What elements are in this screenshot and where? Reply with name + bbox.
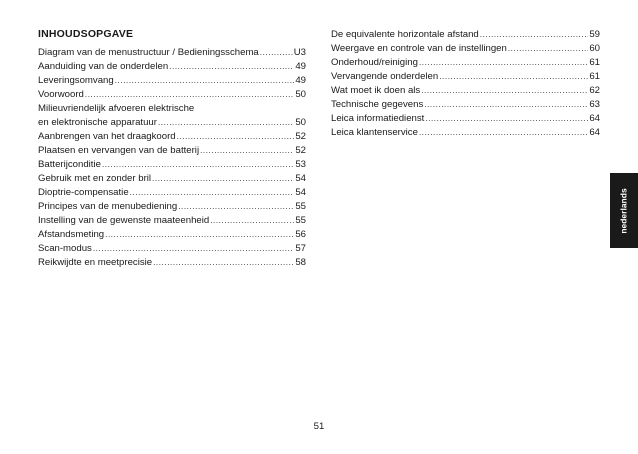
toc-entry-title: Principes van de menubediening	[38, 201, 178, 212]
toc-entry-title: Scan-modus	[38, 243, 92, 254]
toc-entry[interactable]	[331, 28, 600, 42]
toc-entry[interactable]	[38, 200, 306, 214]
toc-entry[interactable]	[38, 88, 306, 102]
toc-entry[interactable]	[38, 158, 306, 172]
toc-entry[interactable]	[38, 46, 306, 60]
toc-entry-title: Batterijconditie	[38, 159, 101, 170]
toc-entry-page: 55	[295, 201, 306, 212]
toc-entry-page: 64	[589, 113, 600, 124]
dot-leader	[85, 88, 294, 102]
dot-leader	[152, 172, 294, 186]
toc-entry-title: Milieuvriendelijk afvoeren elektrische	[38, 103, 195, 114]
toc-entry-title: Wat moet ik doen als	[331, 85, 421, 96]
toc-entry-title: Gebruik met en zonder bril	[38, 173, 152, 184]
toc-entry-title: en elektronische apparatuur	[38, 117, 157, 128]
toc-entry[interactable]	[38, 130, 306, 144]
toc-entry-page: 61	[589, 71, 600, 82]
dot-leader	[210, 214, 294, 228]
toc-entry-title: Aanbrengen van het draagkoord	[38, 131, 176, 142]
toc-entry[interactable]	[38, 242, 306, 256]
dot-leader	[105, 228, 294, 242]
toc-entry-page: 53	[295, 159, 306, 170]
dot-leader	[158, 116, 294, 130]
toc-entry-page: 59	[589, 29, 600, 40]
toc-entry-page: 50	[295, 89, 306, 100]
dot-leader	[425, 112, 588, 126]
toc-right-column	[331, 28, 600, 140]
toc-entry-title: Instelling van de gewenste maateenheid	[38, 215, 210, 226]
toc-entry-page: 50	[295, 117, 306, 128]
toc-entry[interactable]	[331, 126, 600, 140]
page-title: INHOUDSOPGAVE	[38, 28, 134, 40]
toc-entry-title: Leveringsomvang	[38, 75, 114, 86]
dot-leader	[424, 98, 588, 112]
toc-entry[interactable]	[331, 84, 600, 98]
language-tab	[610, 173, 638, 248]
toc-entry[interactable]	[38, 102, 306, 130]
toc-left-column	[38, 46, 306, 270]
toc-entry-page: 64	[589, 127, 600, 138]
toc-entry-title: Technische gegevens	[331, 99, 424, 110]
toc-entry[interactable]	[331, 98, 600, 112]
toc-entry-page: 54	[295, 187, 306, 198]
toc-entry-title: Weergave en controle van de instellingen	[331, 43, 507, 54]
toc-entry-page: 57	[295, 243, 306, 254]
toc-entry-page: 58	[295, 257, 306, 268]
dot-leader	[419, 126, 588, 140]
toc-entry-title: Leica klantenservice	[331, 127, 418, 138]
toc-entry-title: Voorwoord	[38, 89, 84, 100]
toc-entry-page: 55	[295, 215, 306, 226]
toc-entry[interactable]	[38, 186, 306, 200]
toc-entry[interactable]	[331, 42, 600, 56]
dot-leader	[93, 242, 294, 256]
toc-entry[interactable]	[38, 60, 306, 74]
toc-entry-page: 54	[295, 173, 306, 184]
toc-entry[interactable]	[331, 70, 600, 84]
toc-entry-page: 49	[295, 61, 306, 72]
dot-leader	[153, 256, 294, 270]
toc-entry-page: 62	[589, 85, 600, 96]
dot-leader	[115, 74, 295, 88]
dot-leader	[177, 130, 295, 144]
dot-leader	[260, 46, 293, 60]
language-tab-label: nederlands	[619, 187, 630, 234]
toc-entry-title: Dioptrie-compensatie	[38, 187, 129, 198]
dot-leader	[439, 70, 588, 84]
toc-entry-title: Diagram van de menustructuur / Bedieningsschema	[38, 47, 259, 58]
toc-entry-title: Afstandsmeting	[38, 229, 105, 240]
dot-leader	[419, 56, 588, 70]
dot-leader	[200, 144, 294, 158]
toc-entry-title: De equivalente horizontale afstand	[331, 29, 479, 40]
dot-leader	[178, 200, 294, 214]
dot-leader	[508, 42, 589, 56]
toc-entry-title: Leica informatiedienst	[331, 113, 425, 124]
toc-entry[interactable]	[38, 172, 306, 186]
toc-entry-title: Aanduiding van de onderdelen	[38, 61, 169, 72]
toc-entry-page: 52	[295, 131, 306, 142]
toc-entry[interactable]	[331, 56, 600, 70]
toc-entry-title: Onderhoud/reiniging	[331, 57, 418, 68]
toc-entry-title: Plaatsen en vervangen van de batterij	[38, 145, 200, 156]
toc-entry-page: 52	[295, 145, 306, 156]
toc-entry[interactable]	[38, 74, 306, 88]
toc-entry[interactable]	[38, 256, 306, 270]
toc-entry-page: 60	[589, 43, 600, 54]
dot-leader	[169, 60, 294, 74]
dot-leader	[480, 28, 589, 42]
dot-leader	[102, 158, 294, 172]
toc-entry[interactable]	[38, 228, 306, 242]
toc-entry-page: 56	[295, 229, 306, 240]
toc-entry-title: Reikwijdte en meetprecisie	[38, 257, 153, 268]
toc-entry-page: 63	[589, 99, 600, 110]
page-number: 51	[313, 421, 325, 432]
dot-leader	[421, 84, 588, 98]
dot-leader	[130, 186, 295, 200]
toc-entry-page: 49	[295, 75, 306, 86]
toc-entry-title: Vervangende onderdelen	[331, 71, 439, 82]
toc-entry[interactable]	[331, 112, 600, 126]
toc-entry-page: U3	[293, 47, 306, 58]
toc-entry[interactable]	[38, 144, 306, 158]
toc-entry[interactable]	[38, 214, 306, 228]
toc-entry-page: 61	[589, 57, 600, 68]
